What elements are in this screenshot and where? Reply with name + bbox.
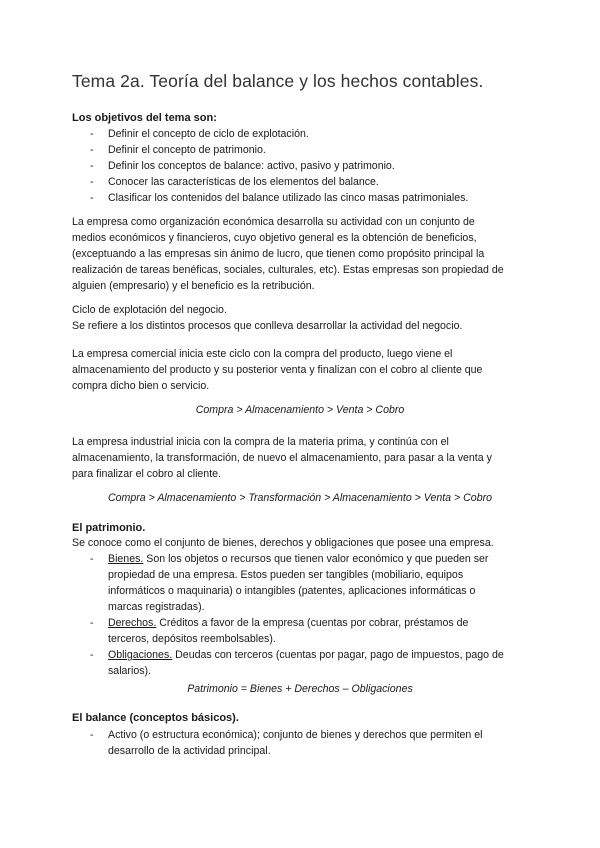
cycle-description: Se refiere a los distintos procesos que conlleva desarrollar la actividad del negocio. (72, 320, 463, 332)
industrial-cycle-formula: Compra > Almacenamiento > Transformación > Almacenamiento > Venta > Cobro (107, 492, 493, 504)
commercial-cycle-formula: Compra > Almacenamiento > Venta > Cobro (195, 404, 405, 416)
list-bullet: - (90, 617, 94, 629)
balance-list (72, 727, 532, 759)
term-obligaciones: Obligaciones. (108, 649, 173, 661)
list-bullet: - (90, 176, 94, 188)
commercial-paragraph: La empresa comercial inicia este ciclo con la compra del producto, luego viene el almacenamiento del producto y su posterior venta y finalizan con el cobro al cliente que compra dicho bien o servicio. (72, 348, 483, 392)
list-item: - Definir los conceptos de balance: activo, pasivo y patrimonio. (90, 160, 395, 172)
list-bullet: - (90, 144, 94, 156)
list-bullet: - (90, 729, 94, 741)
list-bullet: - (90, 128, 94, 140)
patrimony-description: Se conoce como el conjunto de bienes, derechos y obligaciones que posee una empresa. (72, 537, 494, 549)
objectives-list (72, 126, 532, 206)
term-bienes: Bienes. (108, 553, 144, 565)
patrimony-heading: El patrimonio. (72, 522, 146, 534)
list-bullet: - (90, 553, 94, 565)
list-item-activo: - Activo (o estructura económica); conjunto de bienes y derechos que permiten el desarrollo de la actividad principal. (90, 729, 483, 757)
patrimony-formula: Patrimonio = Bienes + Derechos – Obligaciones (187, 683, 413, 695)
cycle-paragraph (72, 302, 532, 334)
intro-paragraph: La empresa como organización económica desarrolla su actividad con un conjunto de medios económicos y financieros, cuyo objetivo general es la obtención de beneficios, (exceptuando a las empresas sin ánimo de lucro, que tienen como propósito principal la realización de tareas benéficas, sociales, culturales, etc). Estas empresas son propiedad de alguien (empresario) y el beneficio es la retribución. (72, 216, 504, 292)
list-item: - Definir el concepto de patrimonio. (90, 144, 266, 156)
patrimony-list (72, 551, 532, 679)
page-title: Tema 2a. Teoría del balance y los hechos contables. (72, 71, 484, 91)
objectives-heading: Los objetivos del tema son: (72, 112, 217, 124)
list-item-bienes: - Bienes. Son los objetos o recursos que tienen valor económico y que pueden ser propiedad de una empresa. Estos pueden ser tangibles (mobiliario, equipos informáticos o maquinaria) o intangibles (patentes, aplicaciones informáticas o marcas registradas). (90, 553, 489, 613)
list-bullet: - (90, 192, 94, 204)
list-item: - Definir el concepto de ciclo de explotación. (90, 128, 309, 140)
list-item: - Conocer las características de los elementos del balance. (90, 176, 379, 188)
list-item-obligaciones: - Obligaciones. Deudas con terceros (cuentas por pagar, pago de impuestos, pago de salarios). (90, 649, 504, 677)
term-derechos: Derechos. (108, 617, 157, 629)
cycle-title: Ciclo de explotación del negocio. (72, 304, 227, 316)
list-item-derechos: - Derechos. Créditos a favor de la empresa (cuentas por cobrar, préstamos de terceros, depósitos reembolsables). (90, 617, 469, 645)
list-item: - Clasificar los contenidos del balance utilizado las cinco masas patrimoniales. (90, 192, 469, 204)
balance-heading: El balance (conceptos básicos). (72, 712, 239, 724)
list-bullet: - (90, 160, 94, 172)
list-bullet: - (90, 649, 94, 661)
industrial-paragraph: La empresa industrial inicia con la compra de la materia prima, y continúa con el almacenamiento, la transformación, de nuevo el almacenamiento, para pasar a la venta y para finalizar el cobro al cliente. (72, 436, 492, 480)
